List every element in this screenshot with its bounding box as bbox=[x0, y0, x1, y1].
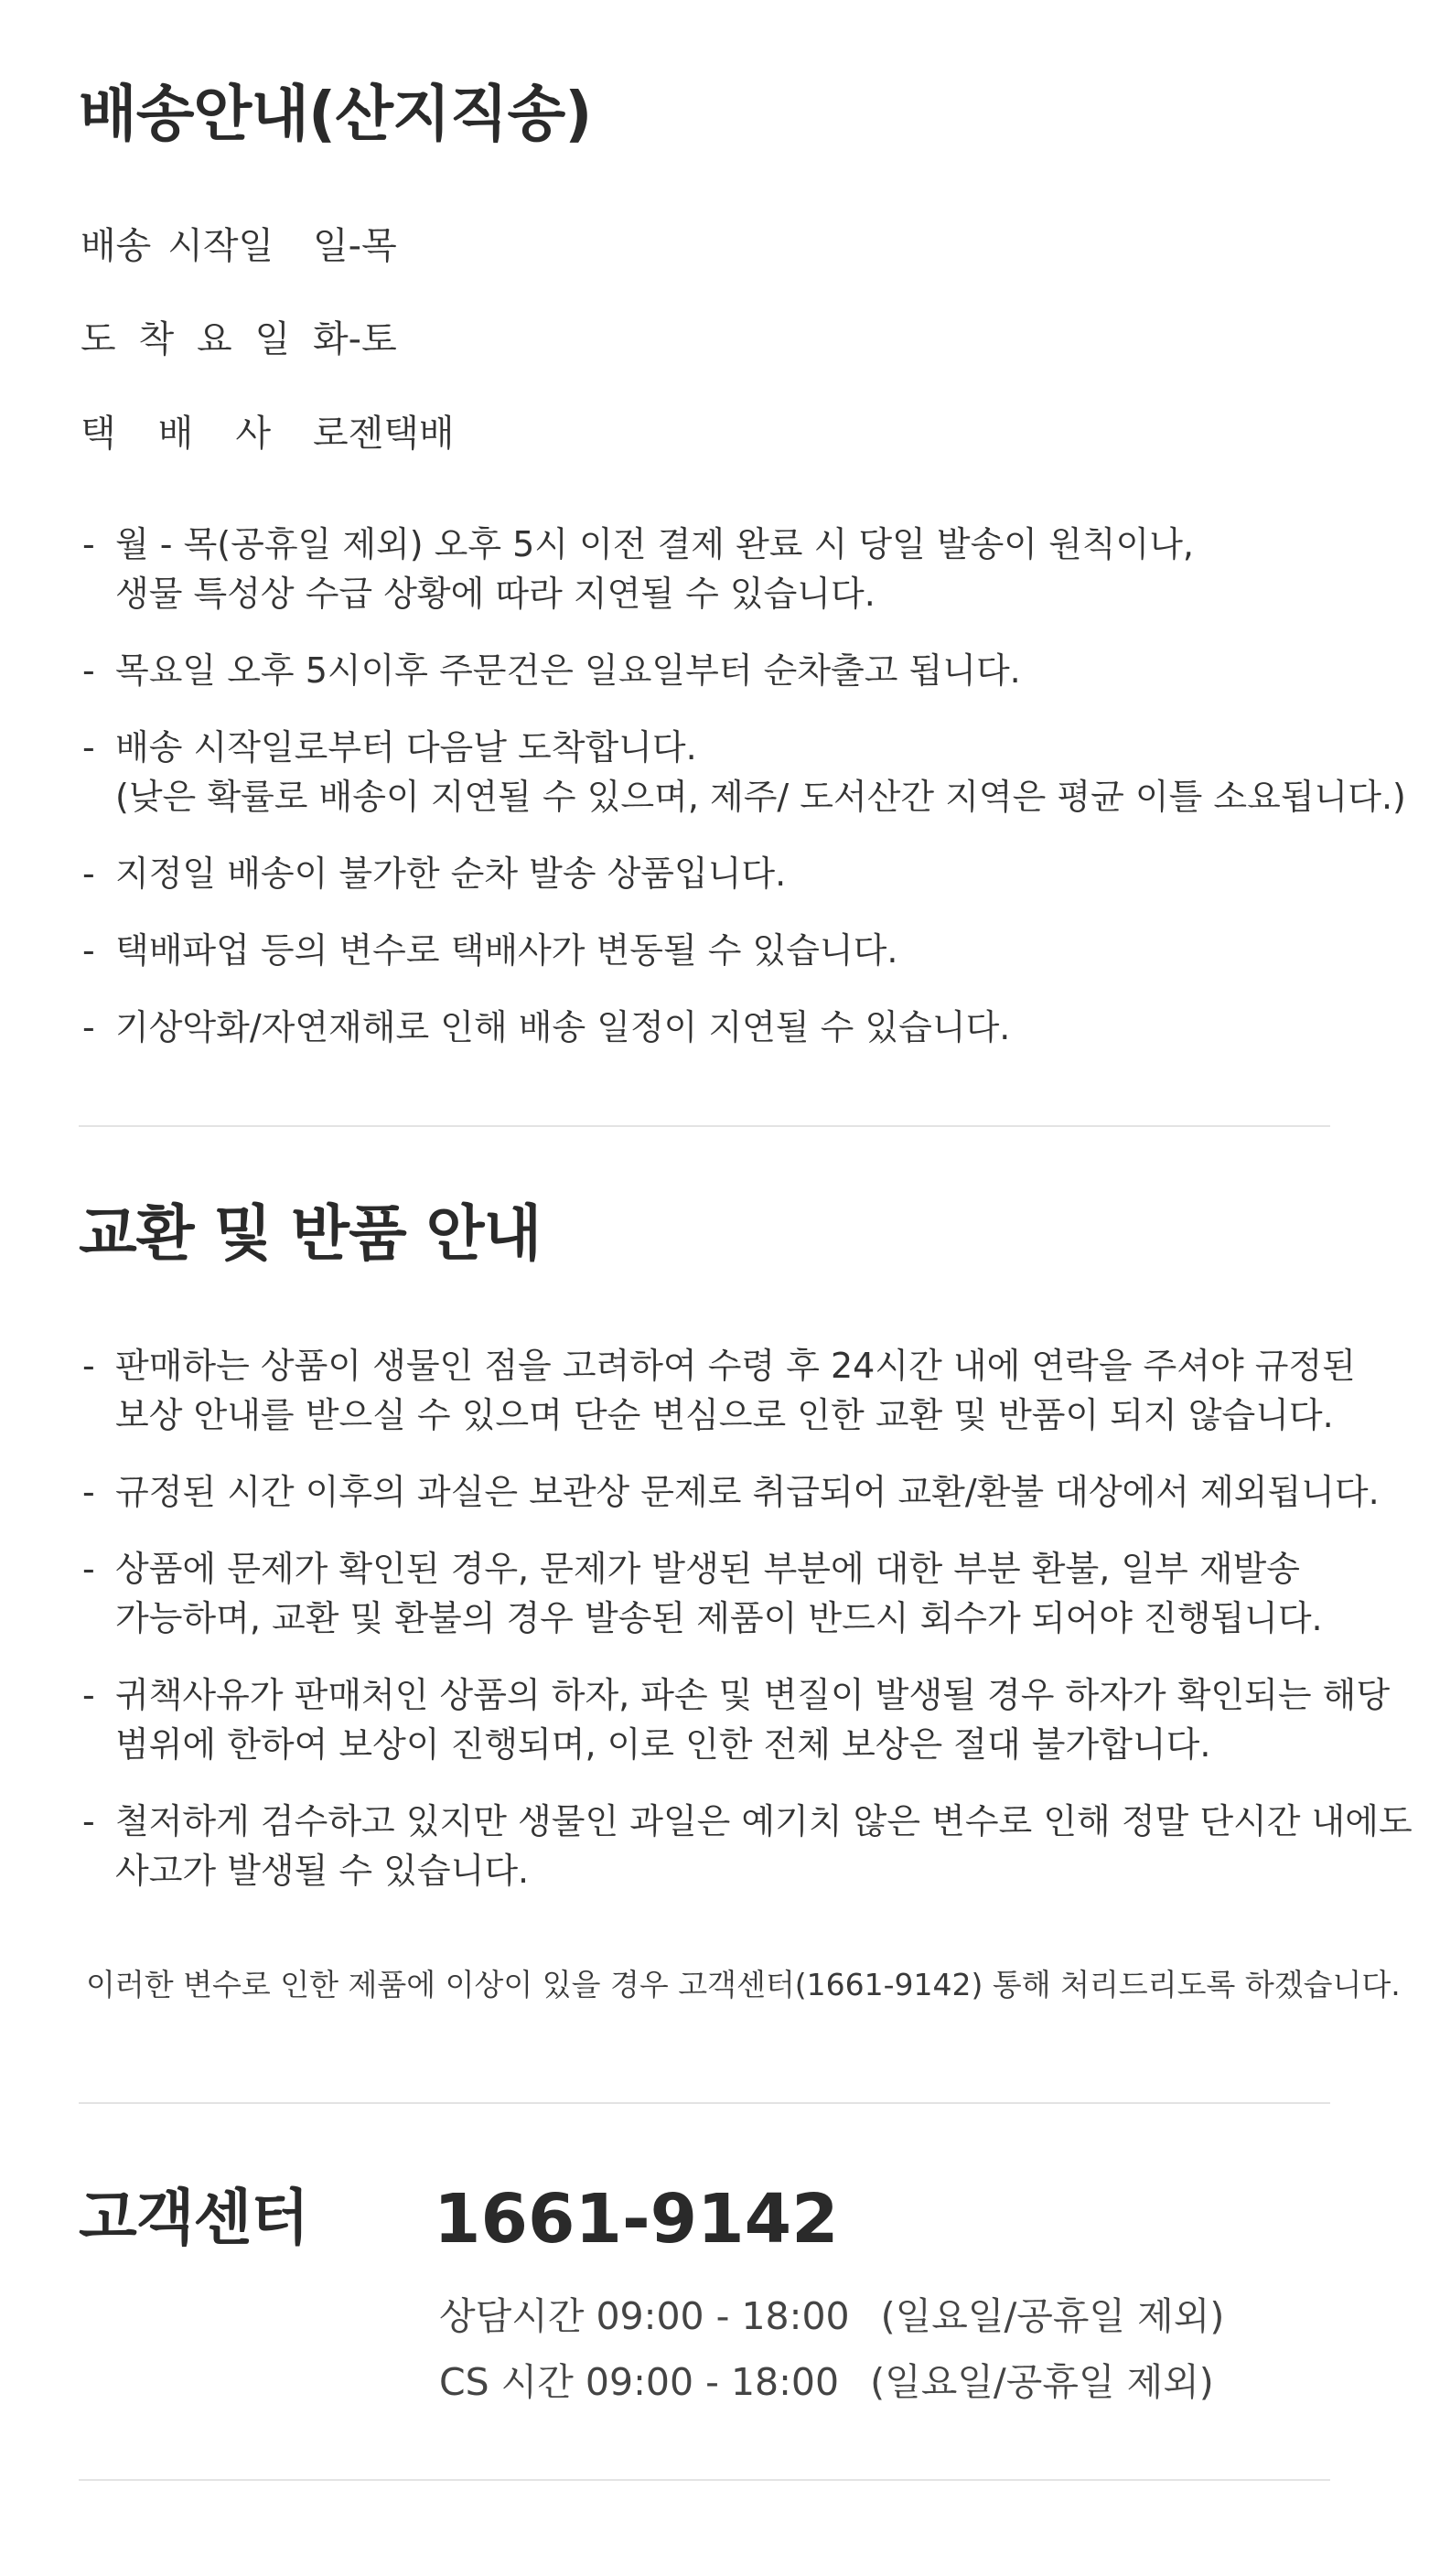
note-line: 월 - 목(공휴일 제외) 오후 5시 이전 결제 완료 시 당일 발송이 원칙이나, bbox=[115, 524, 1194, 564]
list-item bbox=[82, 520, 1354, 618]
bullet-dash: - bbox=[82, 727, 95, 767]
label-part: 요 bbox=[197, 317, 232, 360]
returns-notice: 이러한 변수로 인한 제품에 이상이 있을 경우 고객센터(1661-9142) 통해 처리드리도록 하겠습니다. bbox=[86, 1967, 1401, 2002]
note-line: 생물 특성상 수급 상황에 따라 지연될 수 있습니다. bbox=[115, 574, 876, 614]
list-item bbox=[82, 1544, 1354, 1643]
bullet-dash: - bbox=[82, 1007, 95, 1047]
info-value-courier: 로젠택배 bbox=[313, 412, 455, 455]
cs-phone-number[interactable]: 1661-9142 bbox=[434, 2180, 839, 2259]
shipping-notes bbox=[82, 520, 1406, 1052]
note-line: 배송 시작일로부터 다음날 도착합니다. bbox=[115, 727, 697, 767]
hours-note: (일요일/공휴일 제외) bbox=[870, 2360, 1214, 2404]
note-line: 보상 안내를 받으실 수 있으며 단순 변심으로 인한 교환 및 반품이 되지 않습니다. bbox=[115, 1395, 1334, 1435]
info-row-arrival-day bbox=[81, 308, 397, 363]
list-item bbox=[82, 723, 1406, 821]
label-part: 배 bbox=[157, 412, 194, 455]
hours-label: 상담시간 09:00 - 18:00 bbox=[439, 2294, 850, 2338]
note-line: 사고가 발생될 수 있습니다. bbox=[115, 1851, 530, 1891]
list-item bbox=[82, 646, 1354, 695]
info-value-ship-start: 일-목 bbox=[313, 224, 397, 267]
note-line: 택배파업 등의 변수로 택배사가 변동될 수 있습니다. bbox=[115, 930, 898, 971]
cs-hours-consult bbox=[439, 2291, 1224, 2342]
label-part: 착 bbox=[138, 317, 175, 360]
note-line: 판매하는 상품이 생물인 점을 고려하여 수령 후 24시간 내에 연락을 주셔야 규정된 bbox=[115, 1346, 1356, 1386]
label-part: 도 bbox=[81, 317, 116, 360]
bullet-dash: - bbox=[82, 524, 95, 564]
list-item bbox=[82, 1670, 1391, 1769]
bullet-dash: - bbox=[82, 1346, 95, 1386]
label-part: 택 bbox=[81, 412, 116, 455]
note-line: 귀책사유가 판매처인 상품의 하자, 파손 및 변질이 발생될 경우 하자가 확인되는 해당 bbox=[115, 1675, 1391, 1715]
bullet-dash: - bbox=[82, 650, 95, 691]
list-item bbox=[82, 1467, 1380, 1517]
label-part: 배송 bbox=[81, 224, 152, 267]
cs-title: 고객센터 bbox=[79, 2183, 309, 2253]
note-line: (낮은 확률로 배송이 지연될 수 있으며, 제주/ 도서산간 지역은 평균 이틀 소요됩니다.) bbox=[115, 777, 1406, 817]
shipping-title: 배송안내(산지직송) bbox=[79, 79, 592, 149]
info-row-courier bbox=[81, 402, 455, 457]
note-line: 철저하게 검수하고 있지만 생물인 과일은 예기치 않은 변수로 인해 정말 단시간 내에도 bbox=[115, 1801, 1413, 1841]
hours-note: (일요일/공휴일 제외) bbox=[880, 2294, 1225, 2338]
note-line: 범위에 한하여 보상이 진행되며, 이로 인한 전체 보상은 절대 불가합니다. bbox=[115, 1724, 1211, 1765]
bullet-dash: - bbox=[82, 1549, 95, 1589]
note-line: 상품에 문제가 확인된 경우, 문제가 발생된 부분에 대한 부분 환불, 일부 재발송 bbox=[115, 1549, 1300, 1589]
note-line: 지정일 배송이 불가한 순차 발송 상품입니다. bbox=[115, 853, 787, 894]
bullet-dash: - bbox=[82, 1675, 95, 1715]
hours-label: CS 시간 09:00 - 18:00 bbox=[439, 2360, 840, 2404]
cs-hours-cs bbox=[439, 2356, 1214, 2408]
divider bbox=[79, 2479, 1330, 2481]
list-item bbox=[82, 849, 1354, 898]
bullet-dash: - bbox=[82, 1801, 95, 1841]
note-line: 규정된 시간 이후의 과실은 보관상 문제로 취급되어 교환/환불 대상에서 제외됩니다. bbox=[115, 1472, 1380, 1512]
note-line: 기상악화/자연재해로 인해 배송 일정이 지연될 수 있습니다. bbox=[115, 1007, 1011, 1047]
list-item bbox=[82, 1341, 1354, 1440]
divider bbox=[79, 1125, 1330, 1127]
info-row-ship-start bbox=[81, 215, 397, 270]
label-part: 사 bbox=[235, 412, 271, 455]
info-label-arrival-day bbox=[81, 310, 313, 362]
label-part: 일 bbox=[254, 317, 291, 360]
info-value-arrival-day: 화-토 bbox=[313, 317, 397, 360]
label-part: 시작일 bbox=[167, 224, 274, 267]
list-item bbox=[82, 1797, 1413, 1895]
list-item bbox=[82, 926, 1354, 975]
bullet-dash: - bbox=[82, 1472, 95, 1512]
returns-notes bbox=[82, 1341, 1413, 1895]
list-item bbox=[82, 1003, 1354, 1052]
note-line: 가능하며, 교환 및 환불의 경우 발송된 제품이 반드시 회수가 되어야 진행됩니다. bbox=[115, 1598, 1323, 1638]
bullet-dash: - bbox=[82, 930, 95, 971]
note-line: 목요일 오후 5시이후 주문건은 일요일부터 순차출고 됩니다. bbox=[115, 650, 1021, 691]
bullet-dash: - bbox=[82, 853, 95, 894]
info-label-ship-start bbox=[81, 217, 313, 269]
info-label-courier bbox=[81, 404, 313, 456]
returns-title: 교환 및 반품 안내 bbox=[79, 1198, 542, 1269]
divider bbox=[79, 2102, 1330, 2104]
